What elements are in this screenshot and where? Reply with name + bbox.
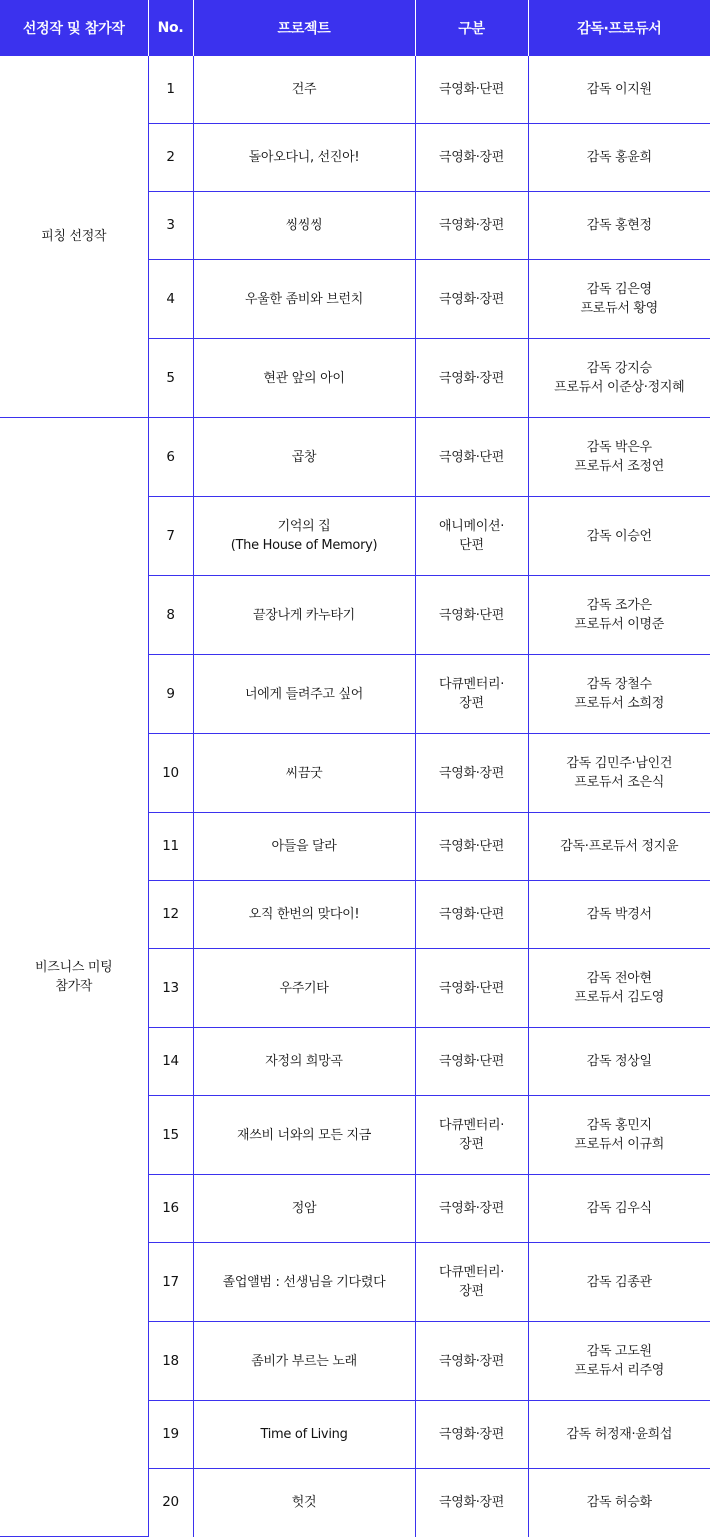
category-cell: 극영화·장편 [415,124,528,192]
category-cell: 애니메이션· 단편 [415,497,528,576]
row-number: 8 [148,576,193,655]
category-cell: 극영화·장편 [415,1401,528,1469]
category-cell: 극영화·장편 [415,260,528,339]
project-title: 헛것 [193,1469,415,1537]
category-cell: 극영화·단편 [415,813,528,881]
category-cell: 극영화·단편 [415,56,528,124]
director-cell: 감독 홍윤희 [528,124,710,192]
row-number: 4 [148,260,193,339]
row-number: 18 [148,1322,193,1401]
category-cell: 극영화·장편 [415,1175,528,1243]
header-project: 프로젝트 [193,0,415,56]
project-title: 정암 [193,1175,415,1243]
header-no: No. [148,0,193,56]
category-cell: 다큐멘터리· 장편 [415,655,528,734]
row-number: 15 [148,1096,193,1175]
row-number: 12 [148,881,193,949]
category-cell: 극영화·단편 [415,576,528,655]
director-cell: 감독 이지원 [528,56,710,124]
row-number: 7 [148,497,193,576]
category-cell: 극영화·장편 [415,1322,528,1401]
category-cell: 극영화·장편 [415,192,528,260]
group-label: 피칭 선정작 [0,56,148,418]
row-number: 20 [148,1469,193,1537]
category-cell: 극영화·장편 [415,1469,528,1537]
header-director: 감독·프로듀서 [528,0,710,56]
category-cell: 극영화·단편 [415,1028,528,1096]
row-number: 17 [148,1243,193,1322]
category-cell: 다큐멘터리· 장편 [415,1096,528,1175]
table-header-row [0,0,710,56]
director-cell: 감독 장철수 프로듀서 소희정 [528,655,710,734]
director-cell: 감독 허승화 [528,1469,710,1537]
project-title: 곱창 [193,418,415,497]
director-cell: 감독 김민주·남인건 프로듀서 조은식 [528,734,710,813]
project-title: 너에게 들려주고 싶어 [193,655,415,734]
director-cell: 감독 고도원 프로듀서 리주영 [528,1322,710,1401]
project-title: 끝장나게 카누타기 [193,576,415,655]
project-title: 씽씽씽 [193,192,415,260]
row-number: 2 [148,124,193,192]
category-cell: 극영화·장편 [415,339,528,418]
director-cell: 감독 조가은 프로듀서 이명준 [528,576,710,655]
header-category: 구분 [415,0,528,56]
project-title: 현관 앞의 아이 [193,339,415,418]
director-cell: 감독 박경서 [528,881,710,949]
category-cell: 극영화·장편 [415,734,528,813]
project-title: 오직 한번의 맞다이! [193,881,415,949]
row-number: 3 [148,192,193,260]
director-cell: 감독 김우식 [528,1175,710,1243]
row-number: 10 [148,734,193,813]
project-title: 기억의 집 (The House of Memory) [193,497,415,576]
director-cell: 감독·프로듀서 정지윤 [528,813,710,881]
director-cell: 감독 김은영 프로듀서 황영 [528,260,710,339]
project-title: Time of Living [193,1401,415,1469]
director-cell: 감독 이승언 [528,497,710,576]
director-cell: 감독 박은우 프로듀서 조정연 [528,418,710,497]
table-row [0,56,710,124]
project-title: 우주기타 [193,949,415,1028]
project-title: 졸업앨범 : 선생님을 기다렸다 [193,1243,415,1322]
row-number: 9 [148,655,193,734]
row-number: 11 [148,813,193,881]
category-cell: 다큐멘터리· 장편 [415,1243,528,1322]
project-title: 씨끔굿 [193,734,415,813]
row-number: 1 [148,56,193,124]
row-number: 16 [148,1175,193,1243]
project-title: 건주 [193,56,415,124]
project-title: 좀비가 부르는 노래 [193,1322,415,1401]
row-number: 14 [148,1028,193,1096]
director-cell: 감독 전아현 프로듀서 김도영 [528,949,710,1028]
table-row [0,418,710,497]
director-cell: 감독 김종관 [528,1243,710,1322]
director-cell: 감독 홍민지 프로듀서 이규희 [528,1096,710,1175]
project-title: 우울한 좀비와 브런치 [193,260,415,339]
row-number: 13 [148,949,193,1028]
director-cell: 감독 홍현정 [528,192,710,260]
director-cell: 감독 허정재·윤희섭 [528,1401,710,1469]
project-title: 아들을 달라 [193,813,415,881]
header-group: 선정작 및 참가작 [0,0,148,56]
row-number: 5 [148,339,193,418]
row-number: 19 [148,1401,193,1469]
category-cell: 극영화·단편 [415,881,528,949]
category-cell: 극영화·단편 [415,949,528,1028]
row-number: 6 [148,418,193,497]
project-title: 돌아오다니, 선진아! [193,124,415,192]
director-cell: 감독 강지승 프로듀서 이준상·정지혜 [528,339,710,418]
group-label: 비즈니스 미팅 참가작 [0,418,148,1537]
category-cell: 극영화·단편 [415,418,528,497]
director-cell: 감독 정상일 [528,1028,710,1096]
project-title: 재쓰비 너와의 모든 지금 [193,1096,415,1175]
project-title: 자정의 희망곡 [193,1028,415,1096]
